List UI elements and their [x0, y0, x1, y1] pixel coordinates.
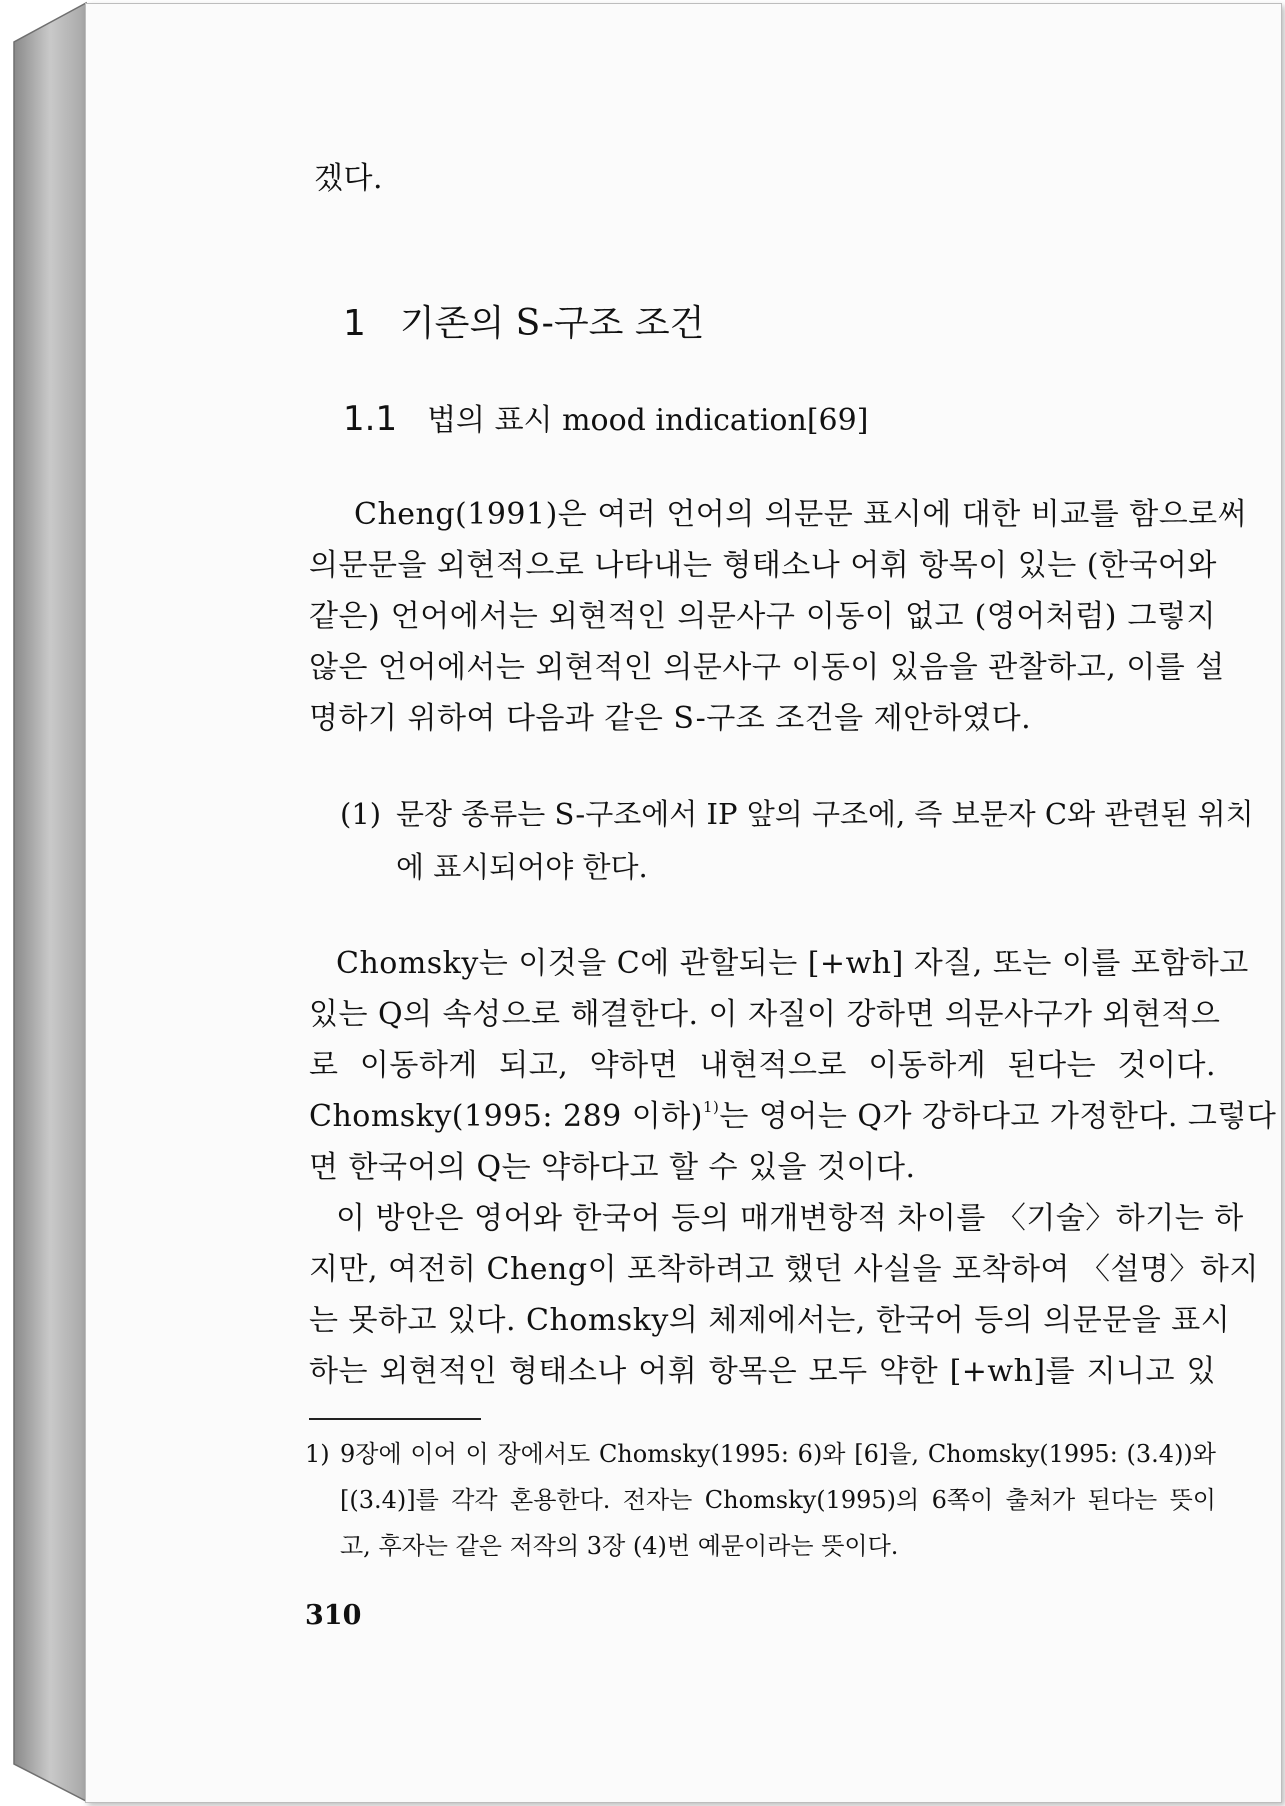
- book-page: [85, 3, 1282, 1803]
- paragraph-3-line: 하는 외현적인 형태소나 어휘 항목은 모두 약한 [+wh]를 지니고 있: [309, 1354, 1216, 1389]
- paragraph-1-line: 명하기 위하여 다음과 같은 S-구조 조건을 제안하였다.: [309, 701, 1032, 736]
- footnote-line: 9장에 이어 이 장에서도 Chomsky(1995: 6)와 [6]을, Chomsky(1995: (3.4))와: [340, 1440, 1216, 1468]
- section-number: 1: [343, 303, 366, 344]
- book-spine: [0, 0, 90, 1806]
- footnote-line: [(3.4)]를 각각 혼용한다. 전자는 Chomsky(1995)의 6쪽이 출처가 된다는 뜻이: [340, 1486, 1216, 1514]
- paragraph-3-line: 는 못하고 있다. Chomsky의 체제에서는, 한국어 등의 의문문을 표시: [309, 1303, 1231, 1338]
- citation: Chomsky(1995: 289 이하): [309, 1099, 703, 1134]
- footnote-number: 1): [305, 1440, 330, 1468]
- paragraph-2-line: [309, 1097, 1277, 1137]
- example-number: (1): [340, 797, 382, 831]
- paragraph-2-line: Chomsky는 이것을 C에 관할되는 [+wh] 자질, 또는 이를 포함하고: [336, 946, 1249, 981]
- section-heading: [343, 299, 704, 349]
- example-line: 문장 종류는 S-구조에서 IP 앞의 구조에, 즉 보문자 C와 관련된 위치: [396, 797, 1254, 831]
- footnote-rule: [309, 1418, 481, 1420]
- section-title: 기존의 S-구조 조건: [399, 303, 705, 344]
- paragraph-1-line: 의문문을 외현적으로 나타내는 형태소나 어휘 항목이 있는 (한국어와: [309, 548, 1217, 583]
- paragraph-2-text: 는 영어는 Q가 강하다고 가정한다. 그렇다: [719, 1099, 1277, 1134]
- footnote-ref[interactable]: 1): [702, 1098, 720, 1116]
- top-line: 겠다.: [314, 161, 383, 196]
- paragraph-2-line: 면 한국어의 Q는 약하다고 할 수 있을 것이다.: [309, 1150, 916, 1185]
- example-line: 에 표시되어야 한다.: [396, 850, 648, 884]
- subsection-number: 1.1: [343, 399, 398, 439]
- page-content: [86, 4, 1281, 1802]
- footnote-line: 고, 후자는 같은 저작의 3장 (4)번 예문이라는 뜻이다.: [340, 1532, 899, 1560]
- subsection-title: 법의 표시 mood indication[69]: [427, 403, 869, 438]
- paragraph-3-line: 이 방안은 영어와 한국어 등의 매개변항적 차이를 〈기술〉하기는 하: [336, 1201, 1244, 1236]
- paragraph-2-line: 로 이동하게 되고, 약하면 내현적으로 이동하게 된다는 것이다.: [309, 1048, 1216, 1083]
- paragraph-1-line: 않은 언어에서는 외현적인 의문사구 이동이 있음을 관찰하고, 이를 설: [309, 650, 1225, 685]
- page-number: 310: [305, 1600, 362, 1631]
- paragraph-1-line: Cheng(1991)은 여러 언어의 의문문 표시에 대한 비교를 함으로써: [354, 497, 1248, 532]
- paragraph-3-line: 지만, 여전히 Cheng이 포착하려고 했던 사실을 포착하여 〈설명〉하지: [309, 1252, 1259, 1287]
- paragraph-1-line: 같은) 언어에서는 외현적인 의문사구 이동이 없고 (영어처럼) 그렇지: [309, 599, 1216, 634]
- paragraph-2-line: 있는 Q의 속성으로 해결한다. 이 자질이 강하면 의문사구가 외현적으: [309, 997, 1221, 1032]
- subsection-heading: [343, 397, 868, 443]
